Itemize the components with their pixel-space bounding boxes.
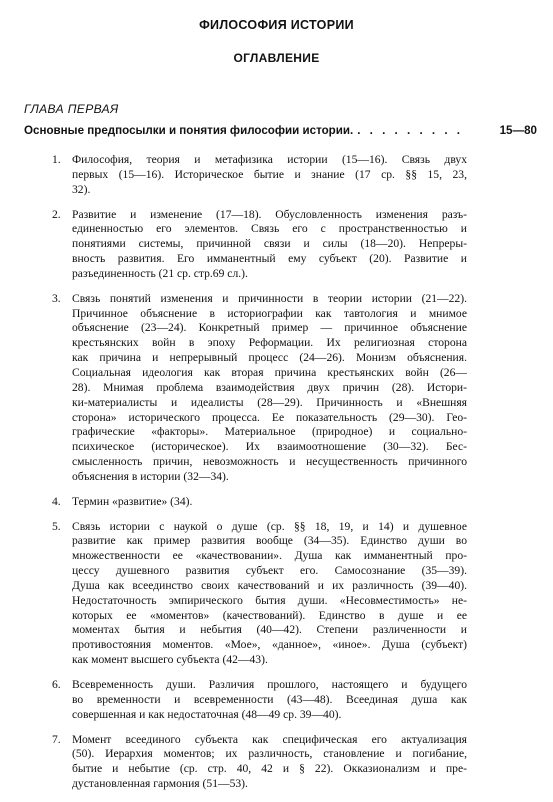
contents-item	[52, 678, 467, 723]
item-text-line: Термин «развитие» (34).	[72, 494, 193, 508]
item-text	[72, 520, 467, 668]
item-text-line: как причина и непрерывный процесс (24—26). Монизм объяснения.	[72, 351, 467, 365]
item-text-line: Всевременность души. Различия прошлого, настоящего и будущего	[72, 678, 467, 691]
item-text-line: Связь истории с наукой о душе (ср. §§ 18, 19, и 14) и душевное	[72, 519, 467, 533]
item-text-line: противостояния моментов. «Мое», «данное», «иное». Душа (субъект)	[72, 638, 467, 652]
item-text-line: как момент высшего субъекта (42—43).	[72, 653, 268, 667]
item-text	[72, 208, 467, 282]
item-text-line: 32).	[72, 182, 91, 196]
item-text	[72, 733, 467, 792]
item-text-line: Социальная идеология как вторая причина крестьянских войн (26—	[72, 365, 467, 379]
item-number: 3.	[52, 291, 61, 305]
item-text-line: единенностью его элементов. Связь его с пространственностью и	[72, 222, 467, 236]
item-text-line: объяснения в истории (32—34).	[72, 469, 229, 483]
chapter-title: Основные предпосылки и понятия философии истории.	[24, 124, 354, 137]
item-text-line: развитие как пример развития вообще (34—35). Единство души во	[72, 534, 467, 548]
item-text	[72, 292, 467, 485]
item-text-line: во временности и всевременности (43—48). Всеединая душа как	[72, 692, 467, 706]
item-text-line: Момент всеединого субъекта как специфическая его актуализация	[72, 732, 467, 746]
item-text-line: первых (15—16). Историческое бытие и знание (17 ср. §§ 15, 23,	[72, 167, 467, 181]
item-text-line: крестьянских войн в эпоху Реформации. Их религиозная сторона	[72, 336, 467, 350]
book-title: ФИЛОСОФИЯ ИСТОРИИ	[199, 18, 354, 32]
item-text-line: понятиями системы, причинной связи и силы (18—20). Непреры-	[72, 237, 467, 251]
contents-list	[52, 153, 467, 802]
item-text-line: психическое (историческое). Их взаимоотношение (30—32). Бес-	[72, 440, 467, 454]
item-number: 1.	[52, 153, 61, 166]
item-text-line: дустановленная гармония (51—53).	[72, 777, 248, 791]
chapter-label: ГЛАВА ПЕРВАЯ	[24, 102, 119, 116]
item-text-line: цессу душевного развития субъект его. Самосознание (35—39).	[72, 564, 467, 578]
item-text-line: совершенная и как недостаточная (48—49 ср. 39—40).	[72, 707, 342, 721]
item-text-line: Причинное объяснение в историографии как тавтология и мнимое	[72, 306, 467, 320]
item-text	[72, 495, 467, 510]
item-number: 2.	[52, 207, 61, 221]
leader-dots: . . . . . . . . .	[357, 124, 463, 137]
contents-item	[52, 495, 467, 510]
item-text-line: Связь понятий изменения и причинности в теории истории (21—22).	[72, 291, 467, 305]
item-text-line: Недостаточность эмпирического бытия души. «Несовместимость» не-	[72, 593, 467, 607]
item-text	[72, 678, 467, 723]
item-text-line: которых ее «моментов» (качествований). Единство в душе и ее	[72, 608, 467, 622]
item-text-line: ки-материалисты и идеалисты (28—29). Причинность и «Внешняя	[72, 395, 467, 409]
item-text-line: (50). Иерархия моментов; их различность, становление и погибание,	[72, 747, 467, 761]
item-number: 7.	[52, 732, 61, 746]
contents-item	[52, 208, 467, 282]
contents-item	[52, 292, 467, 485]
item-text-line: смысленность причин, невозможность и несущественность причинного	[72, 455, 467, 469]
item-text-line: 28). Мнимая проблема взаимодействия двух причин (28). Истори-	[72, 380, 467, 394]
contents-item	[52, 153, 467, 198]
item-text-line: вность развития. Его имманентный ему субъект (20). Развитие и	[72, 252, 467, 266]
item-text-line: объяснение (23—24). Конкретный пример — причинное объяснение	[72, 321, 467, 335]
chapter-title-line	[24, 124, 537, 137]
item-text-line: Развитие и изменение (17—18). Обусловленность изменения разъ-	[72, 207, 467, 221]
item-text-line: сторона» исторического процесса. Ее показательность (29—30). Гео-	[72, 410, 467, 424]
item-text-line: Философия, теория и метафизика истории (15—16). Связь двух	[72, 153, 467, 166]
item-text	[72, 153, 467, 198]
item-text-line: моментах бытия и небытия (40—42). Степени различенности и	[72, 623, 467, 637]
item-number: 4.	[52, 494, 61, 508]
chapter-page-range: 15—80	[499, 124, 537, 137]
item-number: 6.	[52, 678, 61, 691]
item-number: 5.	[52, 519, 61, 533]
contents-item	[52, 733, 467, 792]
item-text-line: Душа как всеединство своих качествований и их различность (39—40).	[72, 578, 467, 592]
contents-heading: ОГЛАВЛЕНИЕ	[233, 51, 320, 65]
item-text-line: разъединенность (21 ср. стр.69 сл.).	[72, 266, 248, 280]
item-text-line: множественности ее «качествовании». Душа как имманентный про-	[72, 549, 467, 563]
contents-item	[52, 520, 467, 668]
item-text-line: графические «факторы». Материальное (природное) и социально-	[72, 425, 467, 439]
item-text-line: бытие и небытие (ср. стр. 40, 42 и § 22). Окказионализм и пре-	[72, 762, 467, 776]
